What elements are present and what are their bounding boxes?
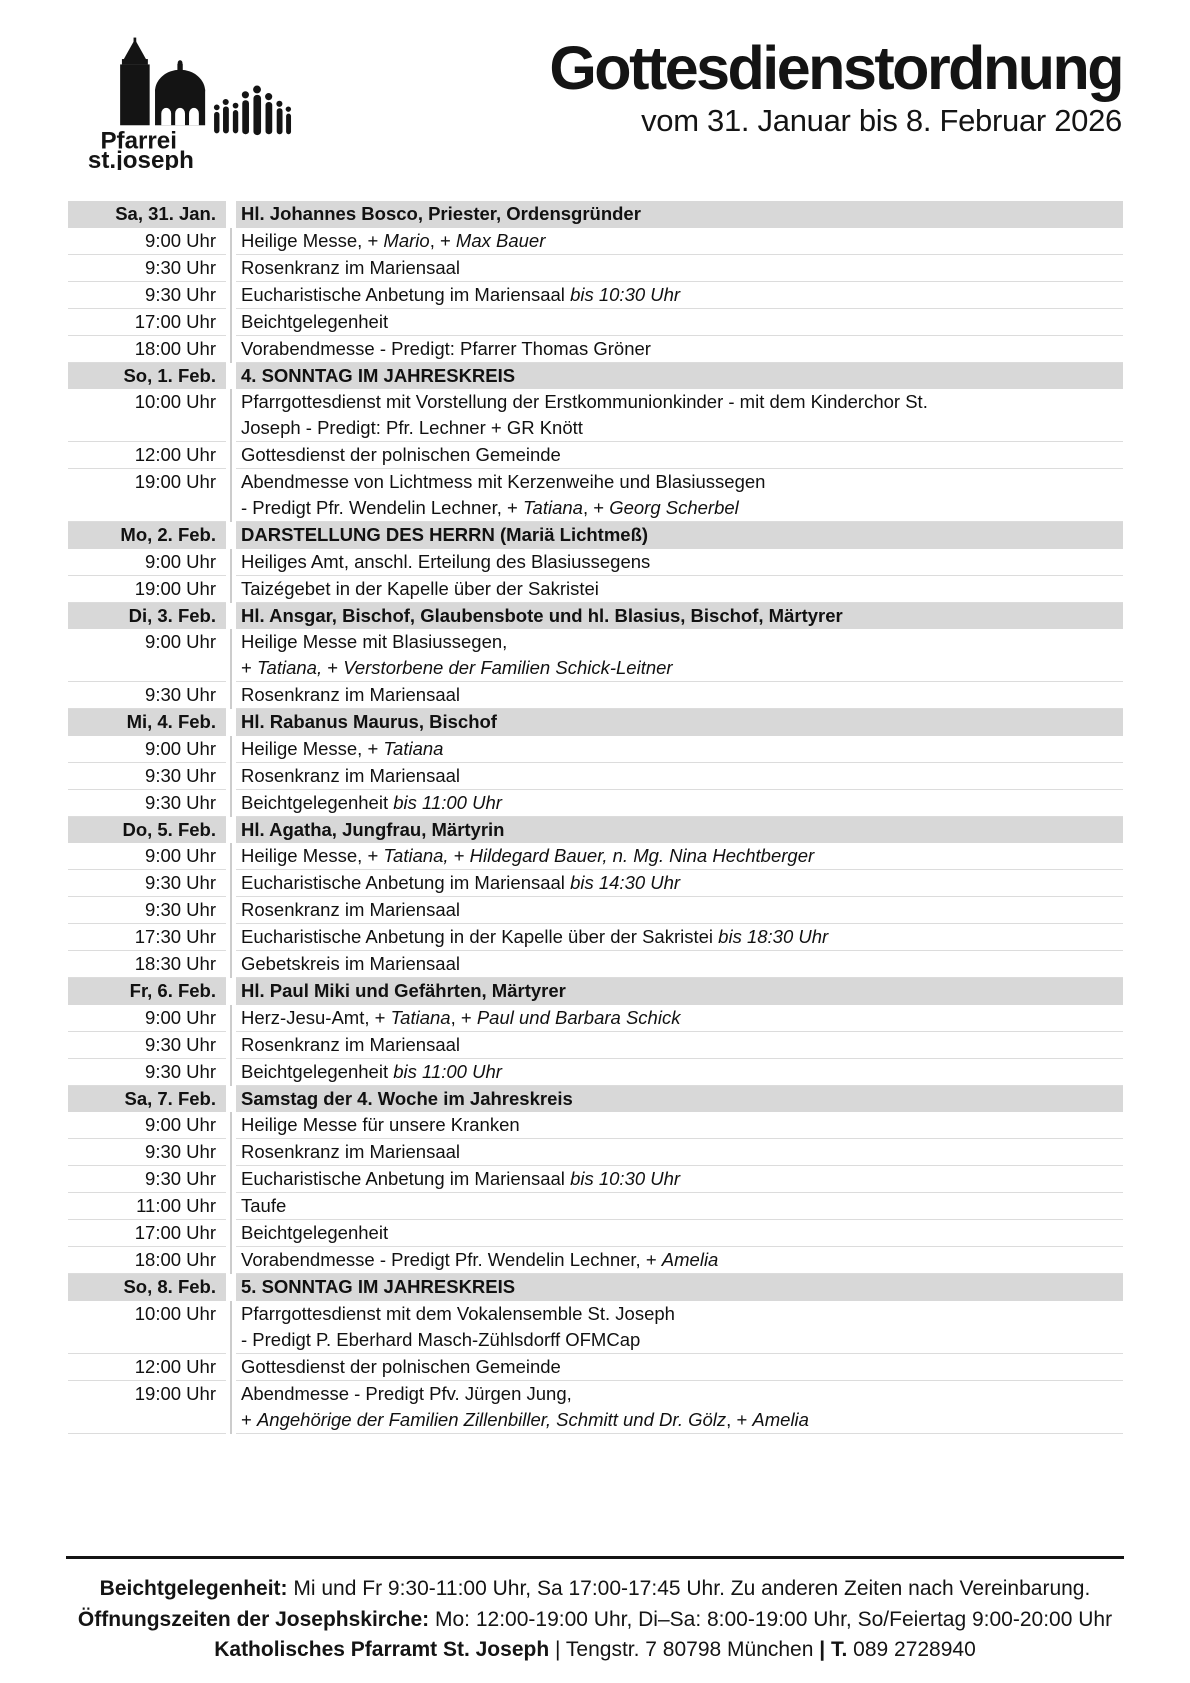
entry-description (236, 1032, 1123, 1059)
text-segment: + (241, 657, 257, 678)
church-and-people-icon (86, 34, 301, 170)
column-gap (226, 309, 236, 336)
entry-description (236, 1166, 1123, 1193)
text-segment: Eucharistische Anbetung im Mariensaal (241, 1168, 571, 1189)
day-date: So, 1. Feb. (123, 364, 216, 386)
schedule-day-header-row (68, 978, 1123, 1005)
entry-line (241, 1354, 1123, 1380)
text-segment: , + (429, 229, 456, 251)
text-segment: + (448, 845, 470, 866)
text-segment: Taizégebet in der Kapelle über der Sakristei (241, 577, 599, 599)
column-gap (226, 522, 236, 549)
entry-description (236, 843, 1123, 870)
entry-time: 9:00 Uhr (68, 629, 226, 682)
schedule-entry-row (68, 897, 1123, 924)
entry-line (241, 682, 1123, 708)
column-gap (226, 790, 236, 817)
schedule-entry-row (68, 843, 1123, 870)
column-gap (226, 763, 236, 790)
day-date: Do, 5. Feb. (122, 818, 216, 840)
column-gap (226, 603, 236, 630)
text-segment: Rosenkranz im Mariensaal (241, 764, 461, 786)
entry-description (236, 951, 1123, 978)
entry-time: 12:00 Uhr (68, 442, 226, 469)
entry-time: 10:00 Uhr (68, 389, 226, 442)
schedule-entry-row (68, 1220, 1123, 1247)
schedule-entry-row (68, 1139, 1123, 1166)
parish-logo (86, 34, 306, 175)
column-gap (226, 336, 236, 363)
entry-time: 19:00 Uhr (68, 576, 226, 603)
entry-line (241, 843, 1123, 869)
entry-description (236, 1139, 1123, 1166)
text-segment: Rosenkranz im Mariensaal (241, 1033, 461, 1055)
column-gap (226, 1005, 236, 1032)
column-gap (226, 1032, 236, 1059)
schedule-entry-row (68, 1059, 1123, 1086)
schedule-entry-row (68, 389, 1123, 442)
day-title: Hl. Agatha, Jungfrau, Märtyrin (241, 818, 505, 840)
entry-time: 9:30 Uhr (68, 897, 226, 924)
entry-line (241, 951, 1123, 977)
day-date: Di, 3. Feb. (128, 604, 216, 626)
service-schedule-table (68, 201, 1123, 1434)
text-segment: Joseph - Predigt: Pfr. Lechner + GR Knött (241, 417, 583, 438)
column-gap (226, 282, 236, 309)
column-gap (226, 1166, 236, 1193)
schedule-entry-row (68, 1112, 1123, 1139)
entry-line (241, 415, 1123, 441)
entry-description (236, 629, 1123, 682)
schedule-day-header-row (68, 1086, 1123, 1113)
schedule-entry-row (68, 282, 1123, 309)
column-gap (226, 897, 236, 924)
column-gap (226, 363, 236, 390)
text-segment: bis 11:00 Uhr (393, 791, 502, 813)
entry-description (236, 469, 1123, 522)
entry-line (241, 1005, 1123, 1031)
entry-description (236, 1059, 1123, 1086)
text-segment: Vorabendmesse - Predigt Pfr. Wendelin Lechner, + (241, 1249, 662, 1270)
schedule-entry-row (68, 1166, 1123, 1193)
column-gap (226, 389, 236, 442)
text-segment: Amelia (752, 1408, 809, 1430)
day-date: Mo, 2. Feb. (120, 524, 216, 545)
text-segment: Rosenkranz im Mariensaal (241, 1141, 461, 1162)
entry-time: 9:30 Uhr (68, 1059, 226, 1086)
entry-line (241, 870, 1123, 896)
schedule-entry-row (68, 1301, 1123, 1354)
column-gap (226, 682, 236, 709)
schedule-entry-row (68, 576, 1123, 603)
text-segment: + (327, 657, 344, 678)
day-date: Fr, 6. Feb. (129, 980, 216, 1001)
text-segment: Gottesdienst der polnischen Gemeinde (241, 444, 561, 465)
column-gap (226, 924, 236, 951)
entry-line (241, 282, 1123, 308)
text-segment: Tatiana (522, 497, 583, 518)
entry-time: 9:30 Uhr (68, 1032, 226, 1059)
text-segment: Hildegard Bauer, n. Mg. Nina Hechtberger (469, 845, 815, 866)
entry-time: 17:00 Uhr (68, 1220, 226, 1247)
text-segment: Pfarrgottesdienst mit Vorstellung der Erstkommunionkinder - mit dem Kinderchor St. (241, 391, 928, 412)
column-gap (226, 817, 236, 844)
entry-description (236, 309, 1123, 336)
text-segment: - Predigt Pfr. Wendelin Lechner, + (241, 497, 523, 518)
entry-line (241, 336, 1123, 362)
text-segment: Beichtgelegenheit (241, 791, 394, 813)
schedule-entry-row (68, 790, 1123, 817)
entry-description (236, 682, 1123, 709)
text-segment: , + (726, 1408, 753, 1430)
text-segment: Heilige Messe, + (241, 737, 384, 759)
entry-time: 9:30 Uhr (68, 682, 226, 709)
day-date: Mi, 4. Feb. (126, 711, 216, 732)
schedule-entry-row (68, 1032, 1123, 1059)
schedule-entry-row (68, 682, 1123, 709)
text-segment: Tatiana (383, 737, 444, 759)
footer-divider (66, 1556, 1124, 1559)
column-gap (226, 736, 236, 763)
schedule-entry-row (68, 309, 1123, 336)
entry-time: 9:30 Uhr (68, 870, 226, 897)
text-segment: Vorabendmesse - Predigt: Pfarrer Thomas Gröner (241, 337, 651, 359)
column-gap (226, 1059, 236, 1086)
entry-time: 9:30 Uhr (68, 1166, 226, 1193)
column-gap (226, 1381, 236, 1434)
entry-time: 18:00 Uhr (68, 336, 226, 363)
text-segment: bis 11:00 Uhr (393, 1060, 502, 1082)
text-segment: Eucharistische Anbetung in der Kapelle über der Sakristei (241, 926, 719, 947)
schedule-entry-row (68, 1005, 1123, 1032)
text-segment: bis 10:30 Uhr (570, 283, 681, 305)
entry-line (241, 549, 1123, 575)
text-segment: Katholisches Pfarramt St. Joseph (214, 1638, 555, 1661)
column-gap (226, 549, 236, 576)
schedule-entry-row (68, 736, 1123, 763)
text-segment: Heilige Messe mit Blasiussegen, (241, 631, 508, 652)
text-segment: Verstorbene der Familien Schick-Leitner (343, 657, 673, 678)
schedule-entry-row (68, 469, 1123, 522)
column-gap (226, 1193, 236, 1220)
text-segment: bis 14:30 Uhr (570, 872, 681, 893)
schedule-day-header-row (68, 709, 1123, 736)
schedule-entry-row (68, 629, 1123, 682)
entry-description (236, 1247, 1123, 1274)
day-title: 5. SONNTAG IM JAHRESKREIS (241, 1276, 516, 1297)
column-gap (226, 442, 236, 469)
text-segment: Beichtgelegenheit (241, 1222, 389, 1243)
text-segment: Heiliges Amt, anschl. Erteilung des Blasiussegens (241, 550, 651, 572)
column-gap (226, 1086, 236, 1113)
column-gap (226, 978, 236, 1005)
entry-description (236, 1193, 1123, 1220)
column-gap (226, 1139, 236, 1166)
entry-description (236, 282, 1123, 309)
text-segment: Heilige Messe für unsere Kranken (241, 1114, 520, 1135)
text-segment: Angehörige der Familien Zillenbiller, Schmitt und Dr. Gölz (256, 1408, 727, 1430)
day-date: Sa, 7. Feb. (124, 1087, 216, 1109)
entry-line (241, 1193, 1123, 1219)
column-gap (226, 843, 236, 870)
text-segment: Mario (383, 229, 430, 251)
entry-line (241, 763, 1123, 789)
schedule-entry-row (68, 228, 1123, 255)
entry-description (236, 763, 1123, 790)
entry-description (236, 576, 1123, 603)
schedule-entry-row (68, 336, 1123, 363)
entry-time: 9:00 Uhr (68, 1005, 226, 1032)
column-gap (226, 951, 236, 978)
entry-line (241, 1032, 1123, 1058)
entry-time: 9:30 Uhr (68, 282, 226, 309)
entry-line (241, 736, 1123, 762)
entry-description (236, 1301, 1123, 1354)
schedule-entry-row (68, 1247, 1123, 1274)
entry-line (241, 442, 1123, 468)
text-segment: Max Bauer (455, 229, 546, 251)
entry-description (236, 736, 1123, 763)
entry-line (241, 1247, 1123, 1273)
text-segment: Paul und Barbara Schick (476, 1006, 681, 1028)
logo-text-line1: Pfarrei (100, 127, 177, 155)
entry-time: 18:30 Uhr (68, 951, 226, 978)
day-title: Samstag der 4. Woche im Jahreskreis (241, 1087, 573, 1109)
text-segment: Beichtgelegenheit: (99, 1577, 288, 1600)
entry-description (236, 1005, 1123, 1032)
entry-line (241, 655, 1123, 681)
day-date: So, 8. Feb. (123, 1276, 216, 1297)
entry-line (241, 790, 1123, 816)
text-segment: | T. (819, 1638, 848, 1661)
entry-line (241, 1407, 1123, 1433)
column-gap (226, 709, 236, 736)
entry-time: 9:00 Uhr (68, 1112, 226, 1139)
entry-line (241, 309, 1123, 335)
text-segment: bis 18:30 Uhr (718, 926, 829, 947)
page-footer (0, 1556, 1190, 1666)
logo-text-line2: st.joseph (87, 147, 194, 170)
schedule-entry-row (68, 549, 1123, 576)
text-segment: Abendmesse - Predigt Pfv. Jürgen Jung, (241, 1382, 572, 1404)
entry-line (241, 469, 1123, 495)
column-gap (226, 1112, 236, 1139)
column-gap (226, 228, 236, 255)
entry-description (236, 336, 1123, 363)
schedule-entry-row (68, 442, 1123, 469)
column-gap (226, 201, 236, 228)
column-gap (226, 870, 236, 897)
text-segment: Eucharistische Anbetung im Mariensaal (241, 872, 571, 893)
entry-description (236, 790, 1123, 817)
entry-time: 19:00 Uhr (68, 469, 226, 522)
column-gap (226, 629, 236, 682)
text-segment: Mo: 12:00-19:00 Uhr, Di–Sa: 8:00-19:00 Uhr, So/Feiertag 9:00-20:00 Uhr (429, 1607, 1113, 1631)
entry-line (241, 1381, 1123, 1407)
entry-time: 9:00 Uhr (68, 843, 226, 870)
day-date: Sa, 31. Jan. (115, 203, 216, 224)
text-segment: Pfarrgottesdienst mit dem Vokalensemble St. Joseph (241, 1302, 675, 1324)
day-title: Hl. Johannes Bosco, Priester, Ordensgründer (241, 203, 641, 224)
text-segment: Mi und Fr 9:30-11:00 Uhr, Sa 17:00-17:45 Uhr. Zu anderen Zeiten nach Vereinbarung. (287, 1577, 1091, 1600)
entry-line (241, 389, 1123, 415)
entry-description (236, 389, 1123, 442)
day-title: Hl. Paul Miki und Gefährten, Märtyrer (241, 980, 566, 1001)
text-segment: Rosenkranz im Mariensaal (241, 899, 461, 920)
schedule-day-header-row (68, 1274, 1123, 1301)
entry-time: 9:30 Uhr (68, 763, 226, 790)
page-title: Gottesdienstordnung (549, 34, 1122, 102)
text-segment: Abendmesse von Lichtmess mit Kerzenweihe und Blasiussegen (241, 471, 766, 492)
text-segment: Rosenkranz im Mariensaal (241, 684, 461, 705)
entry-line (241, 1112, 1123, 1138)
schedule-entry-row (68, 1354, 1123, 1381)
text-segment: Amelia (661, 1249, 719, 1270)
text-segment: | Tengstr. 7 80798 München (555, 1638, 820, 1661)
day-title: DARSTELLUNG DES HERRN (Mariä Lichtmeß) (241, 524, 649, 545)
column-gap (226, 255, 236, 282)
footer-line (0, 1635, 1190, 1666)
text-segment: Gebetskreis im Mariensaal (241, 953, 460, 974)
schedule-entry-row (68, 255, 1123, 282)
entry-line (241, 1301, 1123, 1327)
schedule-entry-row (68, 924, 1123, 951)
text-segment: , + (450, 1006, 477, 1028)
schedule-entry-row (68, 1193, 1123, 1220)
footer-line (0, 1605, 1190, 1636)
text-segment: 089 2728940 (847, 1638, 976, 1661)
document-header (549, 36, 1122, 139)
page-subtitle: vom 31. Januar bis 8. Februar 2026 (641, 103, 1122, 139)
entry-description (236, 1354, 1123, 1381)
entry-time: 9:30 Uhr (68, 790, 226, 817)
footer-lines (0, 1574, 1190, 1666)
schedule-day-header-row (68, 522, 1123, 549)
entry-description (236, 228, 1123, 255)
entry-description (236, 870, 1123, 897)
entry-description (236, 442, 1123, 469)
entry-time: 12:00 Uhr (68, 1354, 226, 1381)
text-segment: Beichtgelegenheit (241, 310, 389, 332)
text-segment: Tatiana, (256, 657, 328, 678)
entry-time: 9:00 Uhr (68, 736, 226, 763)
entry-time: 17:00 Uhr (68, 309, 226, 336)
day-title: 4. SONNTAG IM JAHRESKREIS (241, 364, 516, 386)
entry-description (236, 1381, 1123, 1434)
text-segment: Heilige Messe, + (241, 845, 384, 866)
entry-line (241, 1327, 1123, 1353)
footer-line (0, 1574, 1190, 1605)
text-segment: Tatiana (390, 1006, 451, 1028)
column-gap (226, 1220, 236, 1247)
text-segment: Georg Scherbel (609, 497, 739, 518)
entry-line (241, 255, 1123, 281)
schedule-day-header-row (68, 817, 1123, 844)
text-segment: Heilige Messe, + (241, 229, 384, 251)
column-gap (226, 576, 236, 603)
entry-line (241, 228, 1123, 254)
text-segment: Eucharistische Anbetung im Mariensaal (241, 283, 571, 305)
entry-line (241, 1139, 1123, 1165)
entry-time: 17:30 Uhr (68, 924, 226, 951)
schedule-day-header-row (68, 201, 1123, 228)
text-segment: Gottesdienst der polnischen Gemeinde (241, 1355, 561, 1377)
entry-description (236, 255, 1123, 282)
text-segment: Tatiana, (383, 845, 449, 866)
text-segment: , + (582, 497, 610, 518)
entry-description (236, 924, 1123, 951)
text-segment: + (241, 1408, 257, 1430)
entry-time: 11:00 Uhr (68, 1193, 226, 1220)
day-title: Hl. Rabanus Maurus, Bischof (241, 711, 497, 732)
entry-time: 9:30 Uhr (68, 255, 226, 282)
schedule-entry-row (68, 1381, 1123, 1434)
entry-line (241, 1220, 1123, 1246)
column-gap (226, 1354, 236, 1381)
schedule-entry-row (68, 870, 1123, 897)
entry-time: 19:00 Uhr (68, 1381, 226, 1434)
schedule-entry-row (68, 763, 1123, 790)
entry-line (241, 576, 1123, 602)
text-segment: Taufe (241, 1195, 287, 1216)
column-gap (226, 469, 236, 522)
day-title: Hl. Ansgar, Bischof, Glaubensbote und hl. Blasius, Bischof, Märtyrer (241, 604, 843, 626)
entry-line (241, 897, 1123, 923)
entry-time: 9:30 Uhr (68, 1139, 226, 1166)
schedule-day-header-row (68, 363, 1123, 390)
entry-line (241, 495, 1123, 521)
entry-line (241, 1059, 1123, 1085)
text-segment: Öffnungszeiten der Josephskirche: (77, 1607, 430, 1631)
entry-line (241, 1166, 1123, 1192)
entry-description (236, 1112, 1123, 1139)
text-segment: bis 10:30 Uhr (570, 1168, 681, 1189)
entry-description (236, 1220, 1123, 1247)
text-segment: Beichtgelegenheit (241, 1060, 394, 1082)
column-gap (226, 1274, 236, 1301)
entry-line (241, 629, 1123, 655)
entry-time: 18:00 Uhr (68, 1247, 226, 1274)
entry-line (241, 924, 1123, 950)
entry-description (236, 897, 1123, 924)
column-gap (226, 1247, 236, 1274)
column-gap (226, 1301, 236, 1354)
entry-time: 9:00 Uhr (68, 228, 226, 255)
entry-time: 10:00 Uhr (68, 1301, 226, 1354)
text-segment: Herz-Jesu-Amt, + (241, 1006, 391, 1028)
schedule-day-header-row (68, 603, 1123, 630)
text-segment: - Predigt P. Eberhard Masch-Zühlsdorff OFMCap (241, 1328, 641, 1350)
entry-description (236, 549, 1123, 576)
text-segment: Rosenkranz im Mariensaal (241, 256, 461, 278)
schedule-entry-row (68, 951, 1123, 978)
entry-time: 9:00 Uhr (68, 549, 226, 576)
